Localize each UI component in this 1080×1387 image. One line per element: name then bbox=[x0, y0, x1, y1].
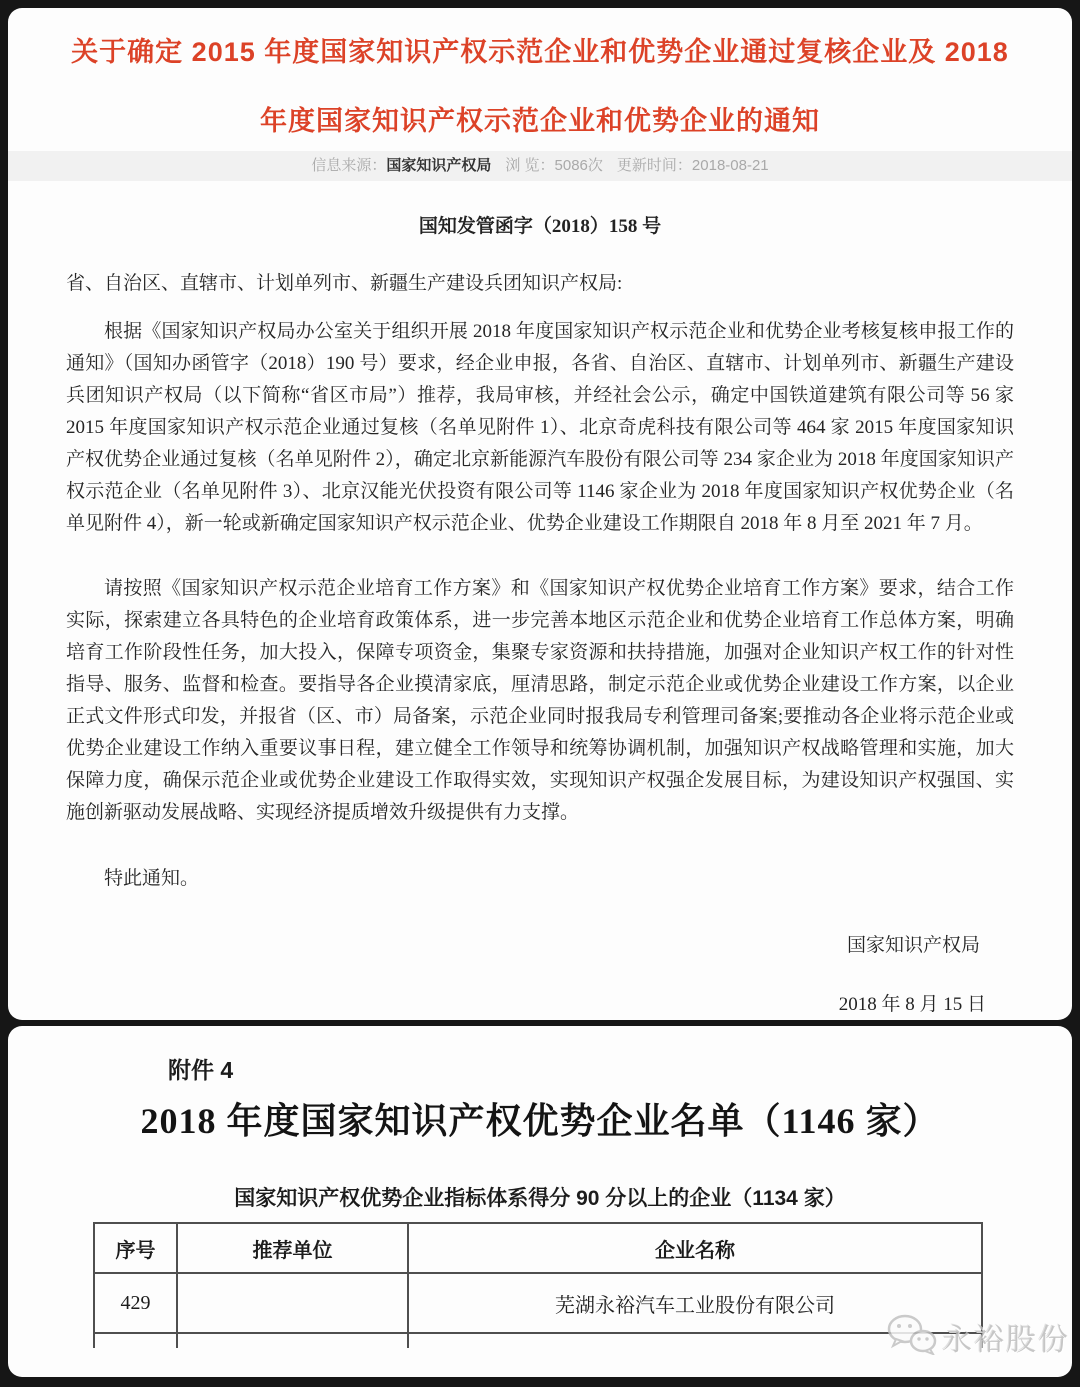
header-serial-no: 序号 bbox=[94, 1223, 177, 1273]
header-recommender: 推荐单位 bbox=[177, 1223, 408, 1273]
table-row bbox=[94, 1273, 982, 1333]
meta-views-value: 5086次 bbox=[554, 157, 603, 174]
document-number: 国知发管函字（2018）158 号 bbox=[418, 216, 662, 237]
roster-table-clip bbox=[93, 1222, 987, 1348]
notice-title-line1: 关于确定 2015 年度国家知识产权示范企业和优势企业通过复核企业及 2018 bbox=[71, 37, 1009, 67]
notice-paragraph-2: 请按照《国家知识产权示范企业培育工作方案》和《国家知识产权优势企业培育工作方案》要求，结合工作实际，探索建立各具特色的企业培育政策体系，进一步完善本地区示范企业和优势企业培育工作总体方案，明确培育工作阶段性任务，加大投入，保障专项资金，集聚专家资源和扶持措施，加强对企业知识产权工作的针对性指导、服务、监督和检查。要指导各企业摸清家底，厘清思路，制定示范企业或优势企业建设工作方案，以企业正式文件形式印发，并报省（区、市）局备案，示范企业同时报我局专利管理司备案;要推动各企业将示范企业或优势企业建设工作纳入重要议事日程，建立健全工作领导和统筹协调机制，加强知识产权战略管理和实施，加大保障力度，确保示范企业或优势企业建设工作取得实效，实现知识产权强企发展目标，为建设知识产权强国、实施创新驱动发展战略、实现经济提质增效升级提供有力支撑。 bbox=[66, 578, 1014, 823]
attachment-panel bbox=[8, 1026, 1072, 1377]
attachment-title: 2018 年度国家知识产权优势企业名单（1146 家） bbox=[140, 1101, 940, 1141]
notice-document-panel bbox=[8, 8, 1072, 1020]
watermark-text: 永裕股份 bbox=[942, 1323, 1070, 1357]
enterprise-roster-table bbox=[93, 1222, 983, 1348]
notice-paragraph-1: 根据《国家知识产权局办公室关于组织开展 2018 年度国家知识产权示范企业和优势企业考核复核申报工作的通知》（国知办函管字（2018）190 号）要求，经企业申报，各省、自治区、直辖市、计划单列市、新疆生产建设兵团知识产权局（以下简称“省区市局”）推荐，我局审核，并经社会公示，确定中国铁道建筑有限公司等 56 家 2015 年度国家知识产权示范企业通过复核（名单见附件 1）、北京奇虎科技有限公司等 464 家 2015 年度国家知识产权优势企业通过复核（名单见附件 2），确定北京新能源汽车股份有限公司等 234 家企业为 2018 年度国家知识产权示范企业（名单见附件 3）、北京汉能光伏投资有限公司等 1146 家企业为 2018 年度国家知识产权优势企业（名单见附件 4），新一轮或新确定国家知识产权示范企业、优势企业建设工作期限自 2018 年 8 月至 2021 年 7 月。 bbox=[66, 321, 1014, 534]
cell-company-name: 芜湖永裕汽车工业股份有限公司 bbox=[408, 1273, 982, 1333]
salutation: 省、自治区、直辖市、计划单列市、新疆生产建设兵团知识产权局: bbox=[66, 273, 623, 294]
header-company-name: 企业名称 bbox=[408, 1223, 982, 1273]
issue-date: 2018 年 8 月 15 日 bbox=[838, 994, 986, 1015]
closing-line: 特此通知。 bbox=[104, 868, 200, 889]
meta-source-value: 国家知识产权局 bbox=[386, 157, 492, 174]
cell-serial-no: 429 bbox=[94, 1273, 177, 1333]
article-meta-bar bbox=[8, 151, 1072, 181]
meta-updated-label: 更新时间： bbox=[616, 157, 692, 174]
meta-source-label: 信息来源： bbox=[311, 157, 387, 174]
table-row-partial bbox=[94, 1333, 982, 1348]
cell-recommender bbox=[177, 1273, 408, 1333]
table-caption: 国家知识产权优势企业指标体系得分 90 分以上的企业（1134 家） bbox=[234, 1187, 846, 1210]
meta-updated-value: 2018-08-21 bbox=[691, 157, 769, 174]
issuer-signature: 国家知识产权局 bbox=[846, 935, 980, 956]
attachment-label: 附件 4 bbox=[168, 1057, 234, 1083]
table-header-row bbox=[94, 1223, 982, 1273]
meta-views-label: 浏 览： bbox=[505, 157, 555, 174]
notice-title-line2: 年度国家知识产权示范企业和优势企业的通知 bbox=[260, 106, 820, 136]
